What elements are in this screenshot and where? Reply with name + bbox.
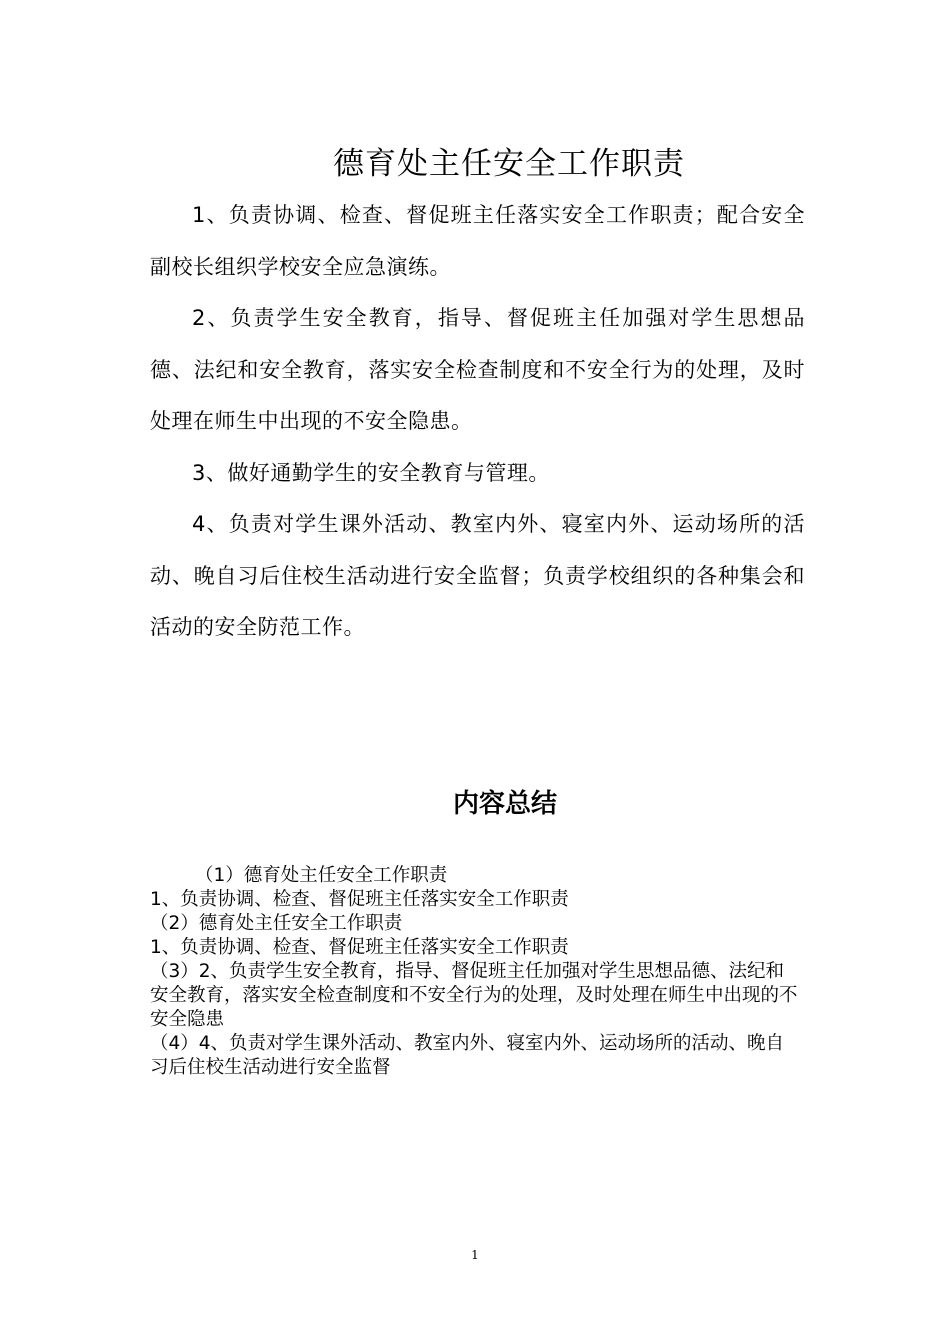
paragraph-2: 2、负责学生安全教育，指导、督促班主任加强对学生思想品德、法纪和安全教育，落实安全检查制度和不安全行为的处理，及时处理在师生中出现的不安全隐患。	[150, 306, 805, 433]
summary-line-1: （1）德育处主任安全工作职责	[195, 865, 448, 886]
summary-line-6: （4）4、负责对学生课外活动、教室内外、寝室内外、运动场所的活动、晚自习后住校生活动进行安全监督	[150, 1033, 785, 1078]
document-body	[150, 190, 805, 654]
document-title: 德育处主任安全工作职责	[333, 145, 685, 182]
paragraph-1: 1、负责协调、检查、督促班主任落实安全工作职责；配合安全副校长组织学校安全应急演练。	[150, 203, 805, 279]
summary-section	[150, 864, 800, 1080]
summary-line-3: （2）德育处主任安全工作职责	[150, 913, 403, 934]
page-number: 1	[471, 1248, 479, 1262]
summary-title: 内容总结	[452, 788, 557, 819]
summary-line-2: 1、负责协调、检查、督促班主任落实安全工作职责	[150, 889, 569, 910]
summary-line-5: （3）2、负责学生安全教育，指导、督促班主任加强对学生思想品德、法纪和安全教育，落实安全检查制度和不安全行为的处理，及时处理在师生中出现的不安全隐患	[150, 961, 798, 1030]
paragraph-4: 4、负责对学生课外活动、教室内外、寝室内外、运动场所的活动、晚自习后住校生活动进行安全监督；负责学校组织的各种集会和活动的安全防范工作。	[150, 512, 805, 639]
summary-line-4: 1、负责协调、检查、督促班主任落实安全工作职责	[150, 937, 569, 958]
paragraph-3: 3、做好通勤学生的安全教育与管理。	[192, 460, 550, 485]
